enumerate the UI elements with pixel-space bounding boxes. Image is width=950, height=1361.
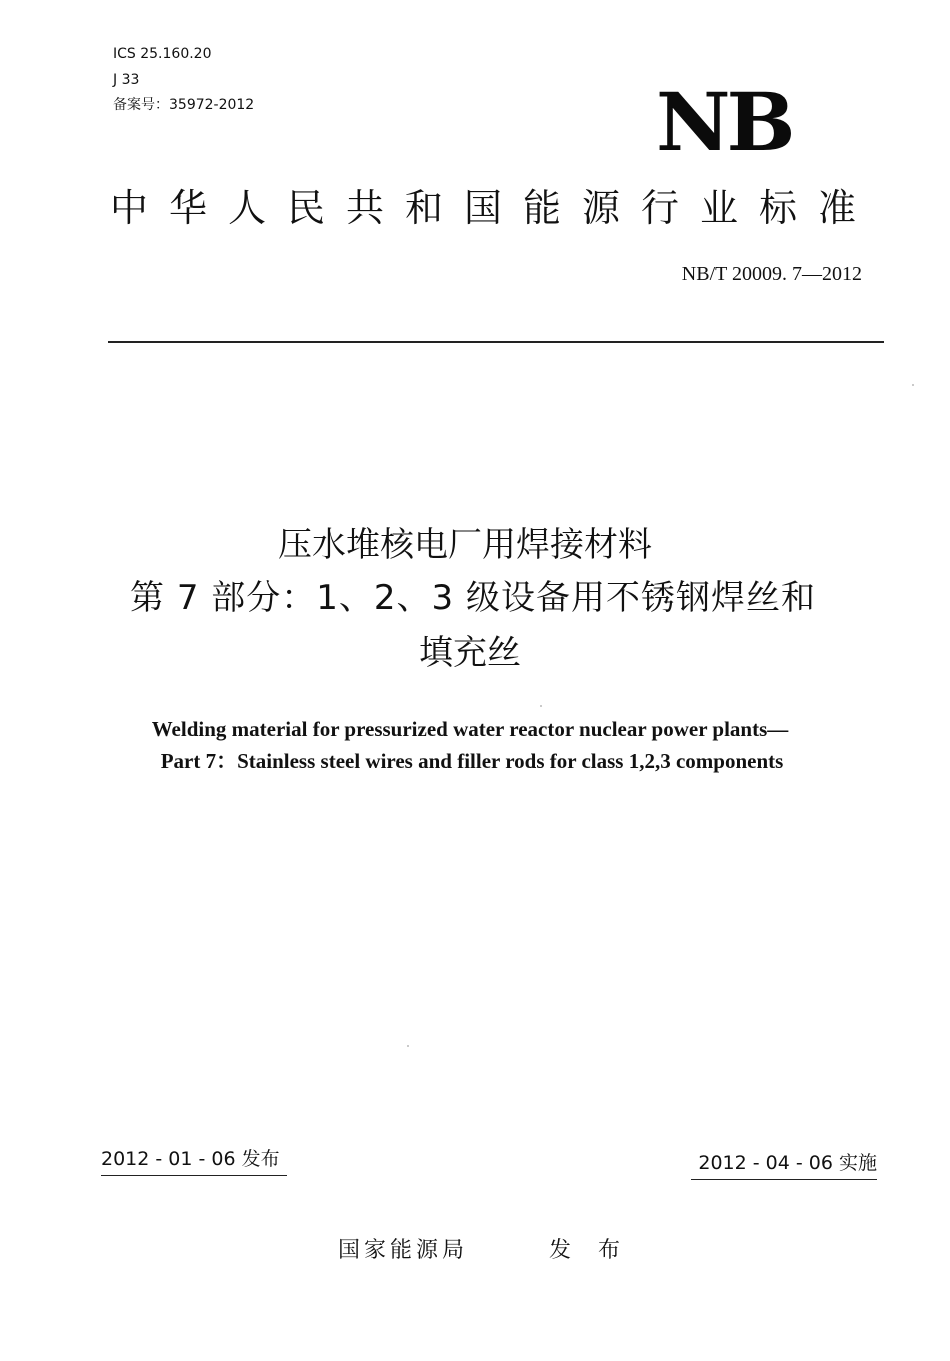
organization-title: 中华人民共和国能源行业标准 (110, 186, 878, 230)
implementation-date: 2012 - 04 - 06 实施 (691, 1150, 877, 1180)
ics-code: ICS 25.160.20 (113, 46, 212, 62)
scan-speck (407, 1045, 409, 1047)
publisher-action: 发 布 (549, 1238, 630, 1263)
title-en-line-1: Welding material for pressurized water reactor nuclear power plants— (151, 717, 789, 741)
title-cn-line-1: 压水堆核电厂用焊接材料 (278, 525, 652, 565)
scan-speck (540, 705, 542, 707)
ccs-code: J 33 (113, 72, 140, 88)
title-cn-line-2: 第 7 部分：1、2、3 级设备用不锈钢焊丝和 (130, 578, 816, 618)
record-number: 备案号：35972-2012 (113, 97, 255, 113)
publisher-name: 国家能源局 (338, 1238, 469, 1263)
header-divider (108, 341, 884, 343)
issue-date: 2012 - 01 - 06 发布 (101, 1146, 287, 1176)
nb-logo: NB (656, 75, 792, 169)
standard-number: NB/T 20009. 7—2012 (681, 263, 862, 285)
title-cn-line-3: 填充丝 (419, 633, 521, 673)
title-en-line-2: Part 7：Stainless steel wires and filler rods for class 1,2,3 components (160, 749, 784, 773)
scan-speck (912, 384, 914, 386)
